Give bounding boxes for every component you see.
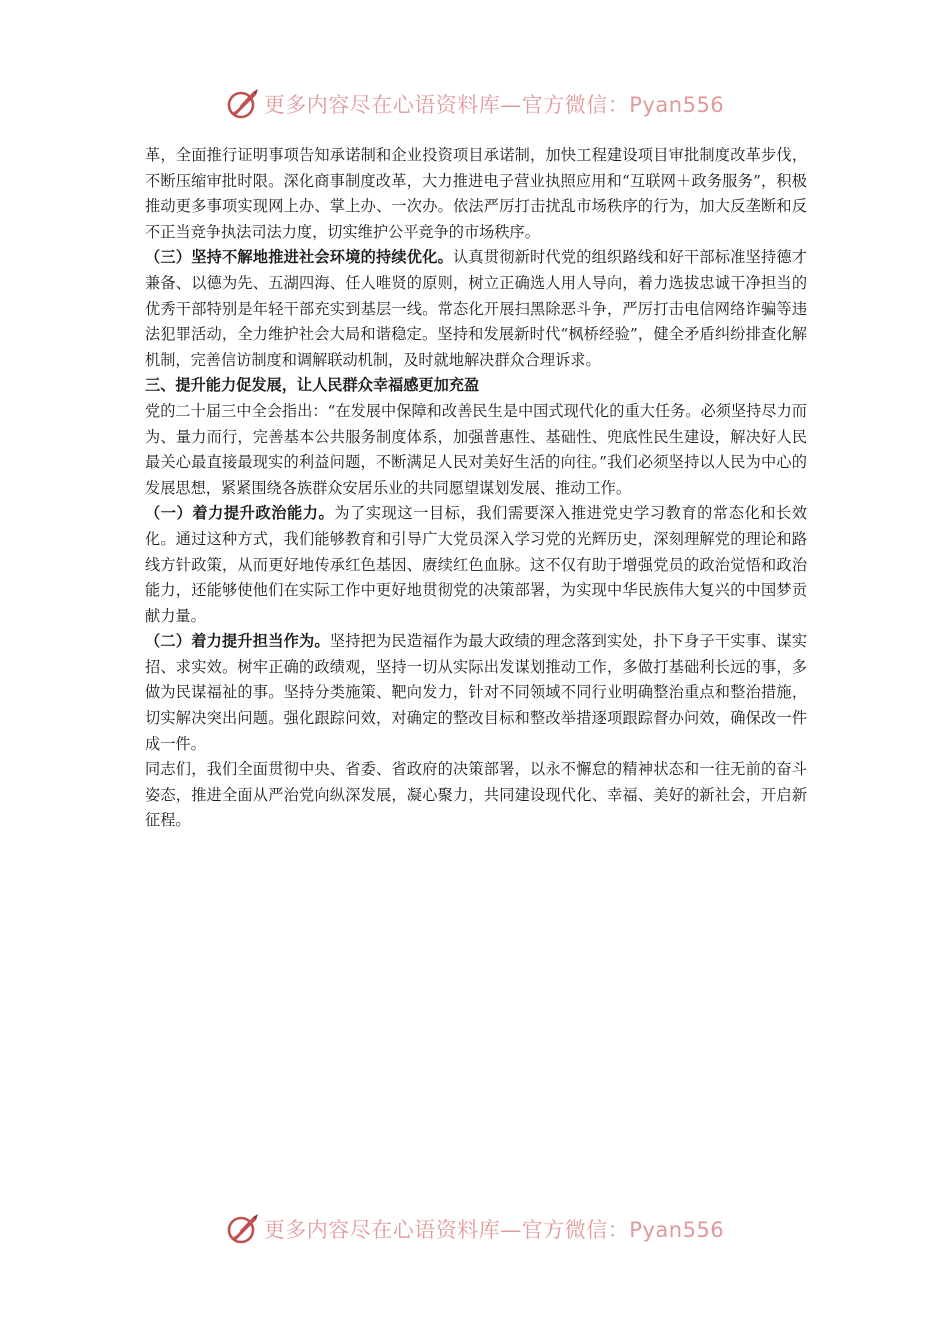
paragraph-2-heading: （三）坚持不解地推进社会环境的持续优化。	[145, 248, 454, 267]
paragraph-5-text: 坚持把为民造福作为最大政绩的理念落到实处，扑下身子干实事、谋实招、求实效。树牢正确的政绩观，坚持一切从实际出发谋划推动工作，多做打基础利长远的事，多做为民谋福祉的事。坚持分类施策、靶向发力，针对不同领域不同行业明确整治重点和整治措施，切实解决突出问题。强化跟踪问效，对确定的整改目标和整改举措逐项跟踪督办问效，确保改一件成一件。	[145, 632, 808, 753]
header-banner-text: 更多内容尽在心语资料库—官方微信：Pyan556	[263, 93, 725, 117]
section-3-heading-text: 三、提升能力促发展，让人民群众幸福感更加充盈	[145, 376, 480, 395]
paragraph-4-text: 为了实现这一目标，我们需要深入推进党史学习教育的常态化和长效化。通过这种方式，我们能够教育和引导广大党员深入学习党的光辉历史，深刻理解党的理论和路线方针政策，从而更好地传承红色基因、赓续红色血脉。这不仅有助于增强党员的政治觉悟和政治能力，还能够使他们在实际工作中更好地贯彻党的决策部署，为实现中华民族伟大复兴的中国梦贡献力量。	[145, 504, 808, 625]
paragraph-2-text: 认真贯彻新时代党的组织路线和好干部标准坚持德才兼备、以德为先、五湖四海、任人唯贤的原则，树立正确选人用人导向，着力选拔忠诚干净担当的优秀干部特别是年轻干部充实到基层一线。常态化开展扫黑除恶斗争，严厉打击电信网络诈骗等违法犯罪活动，全力维护社会大局和谐稳定。坚持和发展新时代“枫桥经验”，健全矛盾纠纷排查化解机制，完善信访制度和调解联动机制，及时就地解决群众合理诉求。	[145, 248, 808, 369]
footer-banner-text: 更多内容尽在心语资料库—官方微信：Pyan556	[263, 1218, 725, 1242]
footer-banner	[0, 1209, 950, 1249]
paragraph-5-heading: （二）着力提升担当作为。	[145, 632, 330, 651]
quill-pen-logo-icon	[226, 87, 260, 121]
paragraph-1: 革，全面推行证明事项告知承诺制和企业投资项目承诺制，加快工程建设项目审批制度改革步伐，不断压缩审批时限。深化商事制度改革，大力推进电子营业执照应用和“互联网＋政务服务”，积极推动更多事项实现网上办、掌上办、一次办。依法严厉打击扰乱市场秩序的行为，加大反垄断和反不正当竞争执法司法力度，切实维护公平竞争的市场秩序。	[145, 146, 807, 241]
quill-pen-logo-icon	[226, 1212, 260, 1246]
paragraph-6: 同志们，我们全面贯彻中央、省委、省政府的决策部署，以永不懈怠的精神状态和一往无前的奋斗姿态，推进全面从严治党向纵深发展，凝心聚力，共同建设现代化、幸福、美好的新社会，开启新征程。	[145, 760, 807, 830]
paragraph-4-heading: （一）着力提升政治能力。	[145, 504, 335, 523]
section-3-heading	[145, 373, 807, 399]
paragraph-2	[145, 245, 807, 373]
paragraph-5	[145, 629, 807, 757]
paragraph-3: 党的二十届三中全会指出：“在发展中保障和改善民生是中国式现代化的重大任务。必须坚持尽力而为、量力而行，完善基本公共服务制度体系，加强普惠性、基础性、兜底性民生建设，解决好人民最关心最直接最现实的利益问题，不断满足人民对美好生活的向往。”我们必须坚持以人民为中心的发展思想，紧紧围绕各族群众安居乐业的共同愿望谋划发展、推动工作。	[145, 401, 807, 497]
paragraph-4	[145, 501, 807, 629]
header-banner	[0, 84, 950, 124]
document-body	[145, 143, 807, 834]
